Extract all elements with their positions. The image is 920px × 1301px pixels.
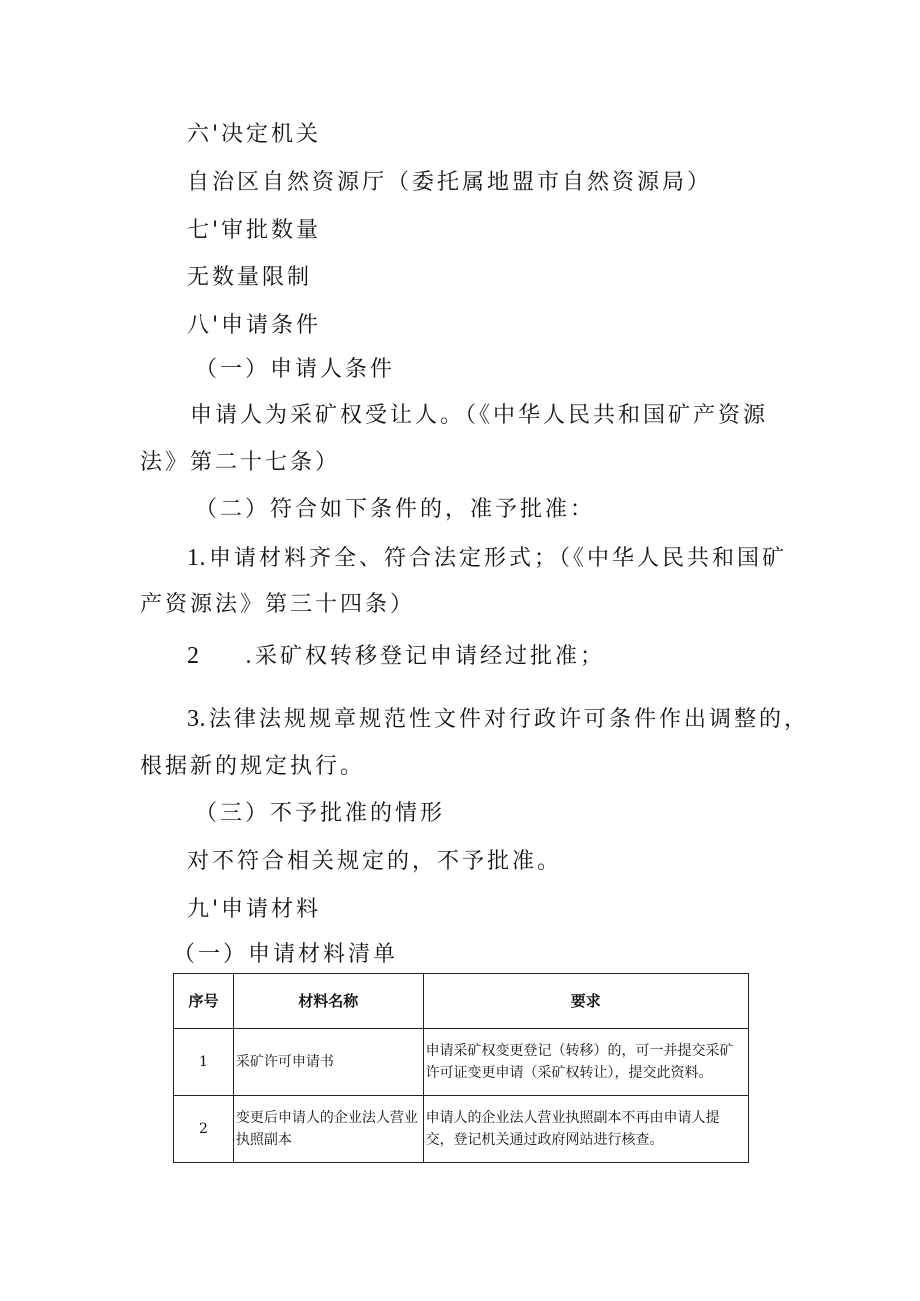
condition-item-2-number: 2	[187, 643, 199, 669]
row-seq: 1	[174, 1029, 234, 1096]
table-header-row	[174, 974, 749, 1029]
condition-item-3	[187, 704, 809, 735]
condition-item-3-text: .法律法规规章规范性文件对行政许可条件作出调整的，	[199, 707, 809, 732]
section-8-sub1: （一）申请人条件	[195, 357, 396, 382]
condition-item-1-continued: 产资源法》第三十四条）	[140, 592, 416, 617]
materials-table	[173, 973, 749, 1163]
condition-item-3-continued: 根据新的规定执行。	[140, 754, 366, 779]
row-seq: 2	[174, 1096, 234, 1163]
table-row	[174, 1096, 749, 1163]
section-9-sub1: （一）申请材料清单	[173, 942, 399, 967]
condition-item-2	[187, 641, 605, 672]
section-6-title: 六'决定机关	[187, 122, 322, 147]
section-8-sub2: （二）符合如下条件的，准予批准：	[195, 497, 596, 522]
header-material-name: 材料名称	[233, 974, 423, 1029]
header-seq: 序号	[174, 974, 234, 1029]
table-row	[174, 1029, 749, 1096]
section-8-sub1-body-line1: 申请人为采矿权受让人。（《中华人民共和国矿产资源	[190, 403, 769, 428]
condition-item-1-text: .申请材料齐全、符合法定形式；（《中华人民共和国矿	[199, 546, 787, 571]
condition-item-3-number: 3	[187, 706, 199, 732]
section-7-body: 无数量限制	[187, 265, 313, 290]
row-material-name: 变更后申请人的企业法人营业执照副本	[233, 1096, 423, 1163]
section-8-sub3: （三）不予批准的情形	[195, 801, 446, 826]
section-8-title: 八'申请条件	[187, 313, 322, 338]
section-8-sub3-body: 对不符合相关规定的，不予批准。	[187, 849, 563, 874]
section-9-title: 九'申请材料	[187, 897, 322, 922]
section-7-title: 七'审批数量	[187, 218, 322, 243]
section-8-sub1-body-line2: 法》第二十七条）	[140, 450, 341, 475]
section-6-body: 自治区自然资源厅（委托属地盟市自然资源局）	[187, 170, 713, 195]
condition-item-2-text: .采矿权转移登记申请经过批准；	[245, 644, 605, 669]
row-requirement: 申请人的企业法人营业执照副本不再由申请人提交，登记机关通过政府网站进行核查。	[423, 1096, 748, 1163]
header-requirement: 要求	[423, 974, 748, 1029]
condition-item-1	[187, 543, 787, 574]
condition-item-1-number: 1	[187, 545, 199, 571]
row-material-name: 采矿许可申请书	[233, 1029, 423, 1096]
row-requirement: 申请采矿权变更登记（转移）的，可一并提交采矿许可证变更申请（采矿权转让），提交此资料。	[423, 1029, 748, 1096]
